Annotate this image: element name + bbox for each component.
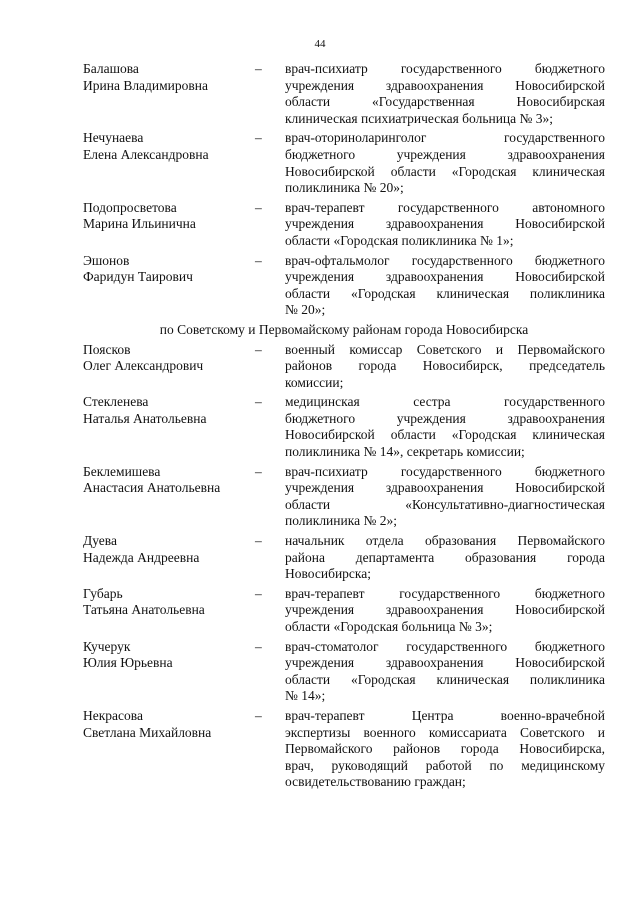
position-line: врач-офтальмолог государственного бюджетного bbox=[285, 252, 605, 268]
position-line: врач-терапевт Центра военно-врачебной bbox=[285, 707, 605, 723]
member-name bbox=[83, 394, 255, 427]
position-line: освидетельствованию граждан; bbox=[285, 774, 466, 790]
position-line: врач-терапевт государственного автономного bbox=[285, 199, 605, 215]
member-entry bbox=[83, 586, 605, 636]
position-line: области «Городская клиническая поликлиника bbox=[285, 285, 605, 301]
position-line: области «Консультативно-диагностическая bbox=[285, 496, 605, 512]
commission-member-list bbox=[83, 61, 605, 791]
position-line: области «Государственная Новосибирская bbox=[285, 94, 605, 110]
member-name bbox=[83, 342, 255, 375]
position-line: Новосибирской области «Городская клиническая bbox=[285, 163, 605, 179]
member-entry bbox=[83, 533, 605, 583]
position-line: района департамента образования города bbox=[285, 549, 605, 565]
member-entry bbox=[83, 342, 605, 392]
dash-separator: – bbox=[255, 394, 262, 410]
district-heading: по Советскому и Первомайскому районам города Новосибирска bbox=[159, 321, 529, 337]
member-name bbox=[83, 130, 255, 163]
member-given-names: Светлана Михайловна bbox=[83, 724, 212, 740]
member-entry bbox=[83, 61, 605, 127]
dash-separator: – bbox=[255, 707, 262, 723]
member-entry bbox=[83, 708, 605, 791]
member-entry bbox=[83, 394, 605, 460]
member-entry bbox=[83, 639, 605, 705]
page-number: 44 bbox=[314, 38, 326, 50]
position-line: поликлиника № 20»; bbox=[285, 180, 404, 196]
member-position bbox=[285, 464, 605, 530]
dash-separator: – bbox=[255, 463, 262, 479]
position-line: учреждения здравоохранения Новосибирской bbox=[285, 77, 605, 93]
member-surname: Нечунаева bbox=[83, 130, 144, 146]
position-line: комиссии; bbox=[285, 374, 344, 390]
position-line: № 20»; bbox=[285, 302, 326, 318]
dash-separator: – bbox=[255, 638, 262, 654]
position-line: бюджетного учреждения здравоохранения bbox=[285, 146, 605, 162]
dash-separator: – bbox=[255, 533, 262, 549]
member-given-names: Анастасия Анатольевна bbox=[83, 480, 221, 496]
member-name bbox=[83, 533, 255, 566]
member-position bbox=[285, 130, 605, 196]
member-given-names: Олег Александрович bbox=[83, 358, 204, 374]
position-line: районов города Новосибирск, председатель bbox=[285, 358, 605, 374]
member-surname: Эшонов bbox=[83, 252, 130, 268]
member-entry bbox=[83, 253, 605, 319]
member-position bbox=[285, 639, 605, 705]
member-given-names: Юлия Юрьевна bbox=[83, 655, 173, 671]
position-line: медицинская сестра государственного bbox=[285, 394, 605, 410]
position-line: начальник отдела образования Первомайского bbox=[285, 533, 605, 549]
position-line: врач-психиатр государственного бюджетного bbox=[285, 61, 605, 76]
member-given-names: Елена Александровна bbox=[83, 146, 209, 162]
position-line: Новосибирска; bbox=[285, 566, 372, 582]
member-entry bbox=[83, 200, 605, 250]
member-surname: Губарь bbox=[83, 585, 123, 601]
position-line: врач, руководящий работой по медицинскому bbox=[285, 757, 605, 773]
position-line: области «Городская поликлиника № 1»; bbox=[285, 232, 514, 248]
position-line: врач-терапевт государственного бюджетного bbox=[285, 585, 605, 601]
position-line: врач-оториноларинголог государственного bbox=[285, 130, 605, 146]
member-surname: Кучерук bbox=[83, 638, 131, 654]
member-given-names: Фаридун Таирович bbox=[83, 269, 193, 285]
member-name bbox=[83, 708, 255, 741]
dash-separator: – bbox=[255, 585, 262, 601]
position-line: учреждения здравоохранения Новосибирской bbox=[285, 216, 605, 232]
member-given-names: Ирина Владимировна bbox=[83, 77, 209, 93]
member-given-names: Наталья Анатольевна bbox=[83, 410, 207, 426]
position-line: № 14»; bbox=[285, 688, 326, 704]
dash-separator: – bbox=[255, 341, 262, 357]
member-surname: Некрасова bbox=[83, 707, 143, 723]
member-position bbox=[285, 708, 605, 791]
member-position bbox=[285, 342, 605, 392]
dash-separator: – bbox=[255, 61, 262, 76]
member-name bbox=[83, 253, 255, 286]
member-name bbox=[83, 586, 255, 619]
position-line: области «Городская больница № 3»; bbox=[285, 619, 493, 634]
position-line: врач-психиатр государственного бюджетного bbox=[285, 463, 605, 479]
member-position bbox=[285, 394, 605, 460]
dash-separator: – bbox=[255, 130, 262, 146]
position-line: области «Городская клиническая поликлиника bbox=[285, 671, 605, 687]
position-line: Новосибирской области «Городская клиническая bbox=[285, 427, 605, 443]
member-name bbox=[83, 639, 255, 672]
position-line: Первомайского районов города Новосибирска, bbox=[285, 741, 605, 757]
dash-separator: – bbox=[255, 199, 262, 215]
position-line: военный комиссар Советского и Первомайского bbox=[285, 341, 605, 357]
member-surname: Подопросветова bbox=[83, 199, 177, 215]
member-given-names: Марина Ильинична bbox=[83, 216, 196, 232]
position-line: поликлиника № 14», секретарь комиссии; bbox=[285, 444, 525, 460]
position-line: учреждения здравоохранения Новосибирской bbox=[285, 655, 605, 671]
member-surname: Стекленева bbox=[83, 394, 149, 410]
member-surname: Беклемишева bbox=[83, 463, 161, 479]
position-line: клиническая психиатрическая больница № 3»; bbox=[285, 110, 554, 126]
position-line: врач-стоматолог государственного бюджетного bbox=[285, 638, 605, 654]
member-given-names: Надежда Андреевна bbox=[83, 549, 200, 565]
position-line: учреждения здравоохранения Новосибирской bbox=[285, 602, 605, 618]
member-position bbox=[285, 533, 605, 583]
member-given-names: Татьяна Анатольевна bbox=[83, 602, 205, 618]
member-surname: Поясков bbox=[83, 341, 131, 357]
position-line: поликлиника № 2»; bbox=[285, 513, 397, 529]
member-name bbox=[83, 200, 255, 233]
position-line: учреждения здравоохранения Новосибирской bbox=[285, 269, 605, 285]
member-surname: Балашова bbox=[83, 61, 139, 76]
member-position bbox=[285, 61, 605, 127]
position-line: экспертизы военного комиссариата Советского и bbox=[285, 724, 605, 740]
dash-separator: – bbox=[255, 252, 262, 268]
position-line: учреждения здравоохранения Новосибирской bbox=[285, 480, 605, 496]
member-surname: Дуева bbox=[83, 533, 117, 549]
member-position bbox=[285, 586, 605, 636]
member-entry bbox=[83, 464, 605, 530]
member-name bbox=[83, 464, 255, 497]
member-position bbox=[285, 200, 605, 250]
member-name bbox=[83, 61, 255, 94]
member-position bbox=[285, 253, 605, 319]
member-entry bbox=[83, 130, 605, 196]
position-line: бюджетного учреждения здравоохранения bbox=[285, 410, 605, 426]
